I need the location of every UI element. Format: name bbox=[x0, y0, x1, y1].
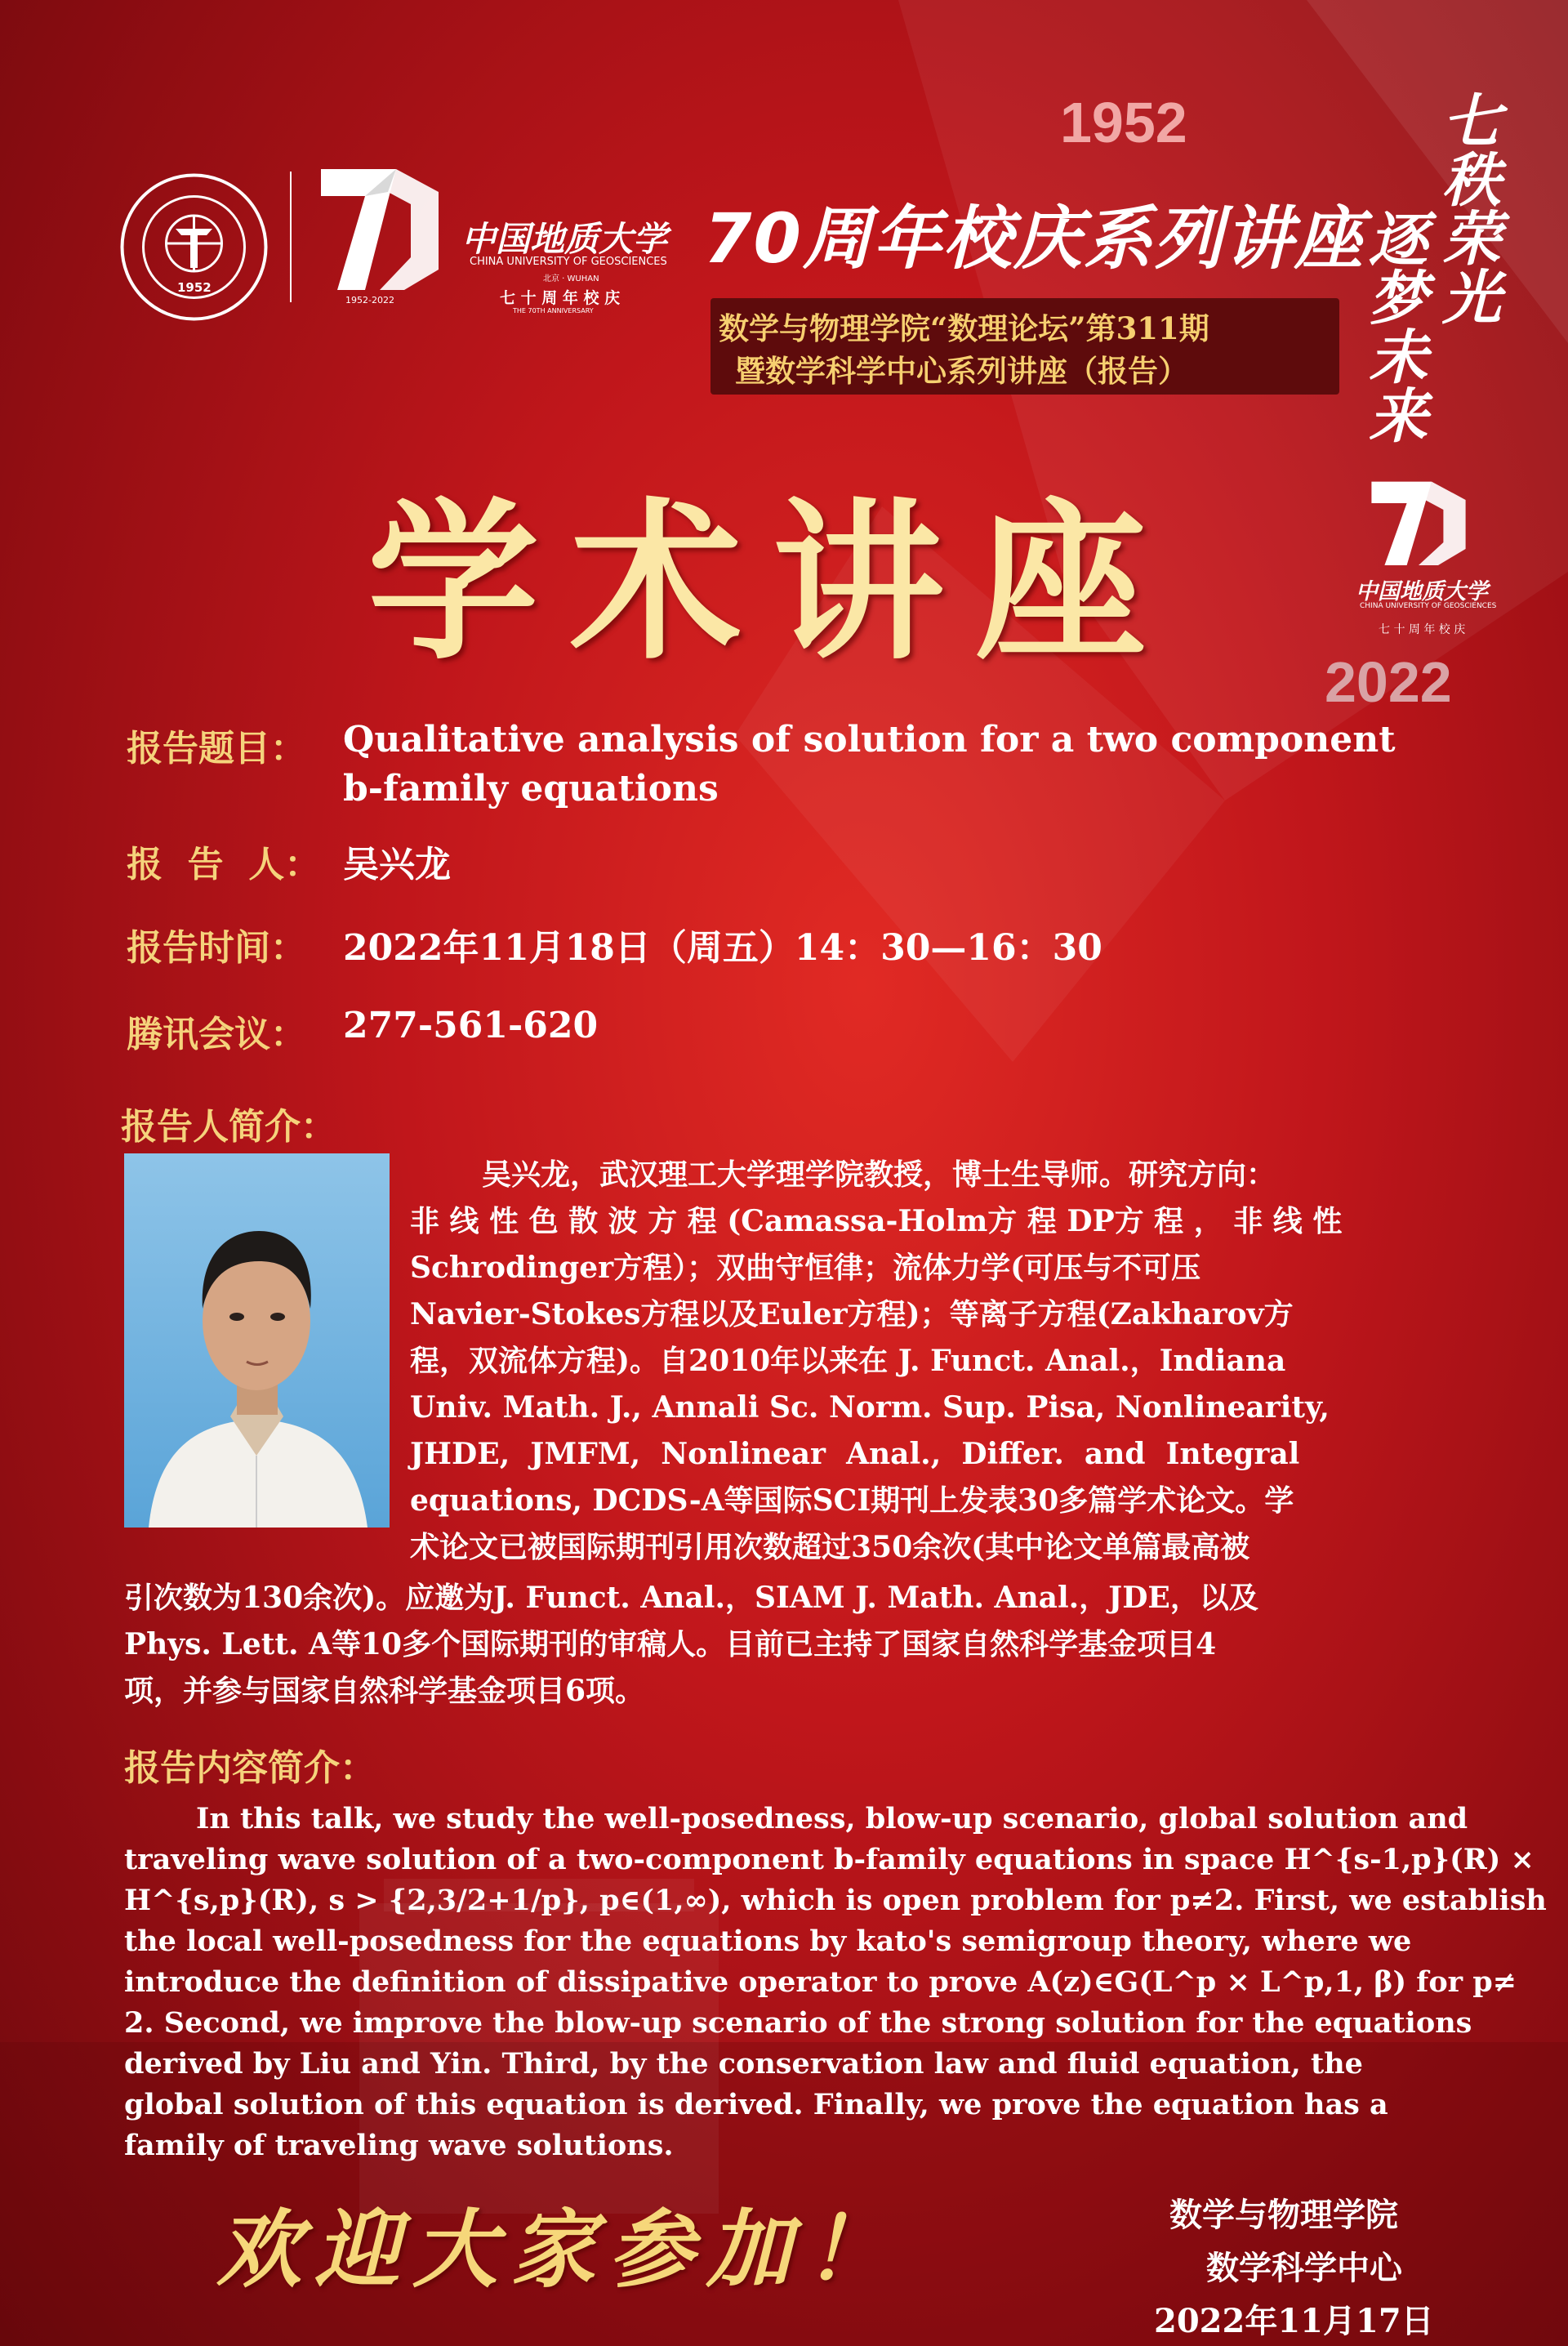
campus-label: 北京 · WUHAN bbox=[543, 274, 599, 283]
anniversary-en: THE 70TH ANNIVERSARY bbox=[513, 307, 594, 314]
abstract-heading: 报告内容简介： bbox=[124, 1747, 376, 1789]
abstract-line-5: introduce the definition of dissipative operator to prove A(z)∈G(L^p × L^p,1, β) for p≠ bbox=[124, 1965, 1517, 1999]
university-name-en: CHINA UNIVERSITY OF GEOSCIENCES bbox=[470, 256, 667, 268]
abstract-line-7: derived by Liu and Yin. Third, by the conservation law and fluid equation, the bbox=[124, 2047, 1363, 2081]
year-1952: 1952 bbox=[1060, 91, 1187, 154]
abstract-line-2: traveling wave solution of a two-component b-family equations in space H^{s-1,p}(R) × bbox=[124, 1843, 1535, 1876]
bio-line-4: Navier-Stokes方程以及Euler方程)；等离子方程(Zakharov方 bbox=[410, 1297, 1294, 1331]
bio-line-10: 引次数为130余次)。应邀为J. Funct. Anal.，SIAM J. Math. Anal.，JDE，以及 bbox=[124, 1581, 1258, 1615]
slogan-line-1: 七秩荣光 bbox=[1432, 90, 1502, 325]
bio-line-11: Phys. Lett. A等10多个国际期刊的审稿人。目前已主持了国家自然科学基金项目4 bbox=[124, 1627, 1217, 1661]
bio-line-9: 术论文已被国际期刊引用次数超过350余次(其中论文单篇最高被 bbox=[410, 1530, 1250, 1564]
bio-line-6: Univ. Math. J., Annali Sc. Norm. Sup. Pisa, Nonlinearity, bbox=[410, 1390, 1330, 1425]
subtitle-line-1: 数学与物理学院“数理论坛”第311期 bbox=[719, 310, 1209, 346]
meeting-label: 腾讯会议： bbox=[127, 1014, 306, 1055]
bio-heading: 报告人简介： bbox=[121, 1106, 336, 1148]
anniversary-cn-small: 七 十 周 年 校 庆 bbox=[1379, 623, 1466, 636]
anniversary-70-logo-small bbox=[1365, 474, 1472, 588]
university-name-cn: 中国地质大学 bbox=[461, 219, 668, 259]
speaker-value: 吴兴龙 bbox=[343, 844, 451, 885]
university-name-cn-small: 中国地质大学 bbox=[1356, 579, 1488, 604]
time-label: 报告时间： bbox=[127, 927, 306, 969]
abstract-line-8: global solution of this equation is derived. Finally, we prove the equation has a bbox=[124, 2088, 1388, 2121]
org-school: 数学与物理学院 bbox=[1169, 2197, 1398, 2234]
series-title: 70周年校庆系列讲座 bbox=[704, 198, 1365, 279]
abstract-line-6: 2. Second, we improve the blow-up scenario of the strong solution for the equations bbox=[124, 2006, 1472, 2040]
years-range: 1952-2022 bbox=[345, 295, 394, 306]
org-center: 数学科学中心 bbox=[1206, 2250, 1402, 2287]
year-2022: 2022 bbox=[1325, 650, 1452, 714]
bio-line-3: Schrodinger方程）；双曲守恒律；流体力学(可压与不可压 bbox=[410, 1251, 1201, 1285]
university-seal-logo bbox=[118, 172, 270, 323]
speaker-photo bbox=[124, 1153, 390, 1528]
logo-divider bbox=[290, 172, 292, 302]
seal-year: 1952 bbox=[177, 280, 212, 295]
announcement-date: 2022年11月17日 bbox=[1154, 2302, 1434, 2340]
abstract-line-4: the local well-posedness for the equations by kato's semigroup theory, where we bbox=[124, 1925, 1412, 1958]
subtitle-line-2: 暨数学科学中心系列讲座（报告） bbox=[735, 353, 1188, 389]
abstract-line-3: H^{s,p}(R), s > {2,3/2+1/p}, p∈(1,∞), which is open problem for p≠2. First, we establish bbox=[124, 1884, 1547, 1917]
time-value: 2022年11月18日（周五）14：30—16：30 bbox=[343, 927, 1102, 969]
bio-line-1: 吴兴龙，武汉理工大学理学院教授，博士生导师。研究方向： bbox=[482, 1157, 1276, 1192]
speaker-label: 报 告 人： bbox=[127, 844, 321, 885]
welcome-banner: 欢迎大家参加！ bbox=[216, 2199, 903, 2299]
slogan-line-2: 逐梦未来 bbox=[1359, 208, 1428, 444]
bio-line-5: 程，双流体方程)。自2010年以来在 J. Funct. Anal.，Indiana bbox=[410, 1344, 1286, 1378]
title-value-line2: b-family equations bbox=[343, 768, 719, 810]
main-title: 学术讲座 bbox=[368, 483, 1178, 683]
anniversary-70-logo bbox=[314, 159, 445, 306]
abstract-line-1: In this talk, we study the well-posedness, blow-up scenario, global solution and bbox=[196, 1802, 1468, 1835]
meeting-id[interactable]: 277-561-620 bbox=[343, 1005, 599, 1046]
abstract-line-9: family of traveling wave solutions. bbox=[124, 2129, 674, 2162]
bio-line-12: 项，并参与国家自然科学基金项目6项。 bbox=[124, 1674, 645, 1708]
bio-line-8: equations, DCDS-A等国际SCI期刊上发表30多篇学术论文。学 bbox=[410, 1483, 1294, 1518]
abstract-body bbox=[124, 1799, 1547, 2166]
title-value-line1: Qualitative analysis of solution for a two component bbox=[343, 719, 1396, 760]
university-name-en-small: CHINA UNIVERSITY OF GEOSCIENCES bbox=[1360, 602, 1497, 610]
title-label: 报告题目： bbox=[127, 728, 306, 769]
bio-line-2: 非 线 性 色 散 波 方 程 (Camassa-Holm方 程 DP方 程 ， 非 线 性 bbox=[410, 1204, 1343, 1238]
anniversary-cn: 七 十 周 年 校 庆 bbox=[500, 289, 621, 307]
bio-line-7: JHDE, JMFM, Nonlinear Anal., Differ. and Integral bbox=[410, 1437, 1300, 1471]
